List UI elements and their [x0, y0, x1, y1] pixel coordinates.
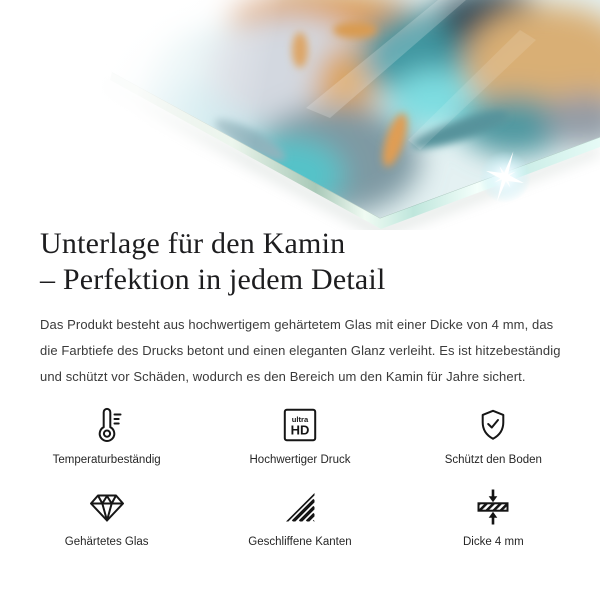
- feature-polished-edges: [248, 486, 351, 568]
- feature-thickness: [463, 486, 524, 568]
- feature-label: Hochwertiger Druck: [249, 454, 351, 466]
- feature-temperature: [53, 404, 161, 486]
- thermometer-icon: [87, 404, 127, 446]
- diamond-icon: [86, 486, 128, 528]
- product-image: [0, 0, 600, 230]
- beveled-edge-icon: [280, 486, 320, 528]
- hd-label: HD: [290, 422, 310, 438]
- feature-grid: [10, 404, 590, 568]
- copy-block: [40, 226, 572, 390]
- product-description: Das Produkt besteht aus hochwertigem gehärtetem Glas mit einer Dicke von 4 mm, das die Farbtiefe des Drucks betont und einen eleganten Glanz verleiht. Es ist hitzebeständig und schützt vor Schäden, wodurch es den Bereich um den Kamin für Jahre sichert.: [40, 317, 561, 384]
- ultra-label: ultra: [291, 415, 309, 424]
- title-line-2: – Perfektion in jedem Detail: [40, 263, 386, 296]
- feature-label: Gehärtetes Glas: [64, 536, 149, 548]
- title-line-1: Unterlage für den Kamin: [40, 227, 346, 260]
- feature-tempered-glass: [65, 486, 149, 568]
- shield-check-icon: [473, 404, 513, 446]
- feature-label: Temperaturbeständig: [52, 454, 161, 466]
- feature-label: Geschliffene Kanten: [248, 536, 352, 548]
- thickness-arrows-icon: [473, 486, 513, 528]
- feature-label: Dicke 4 mm: [462, 536, 524, 548]
- feature-print-quality: [250, 404, 351, 486]
- feature-label: Schützt den Boden: [444, 454, 542, 466]
- feature-floor-protection: [445, 404, 542, 486]
- white-fade-overlay: [0, 0, 320, 230]
- page-title: [40, 226, 572, 298]
- ultra-hd-icon: [280, 404, 320, 446]
